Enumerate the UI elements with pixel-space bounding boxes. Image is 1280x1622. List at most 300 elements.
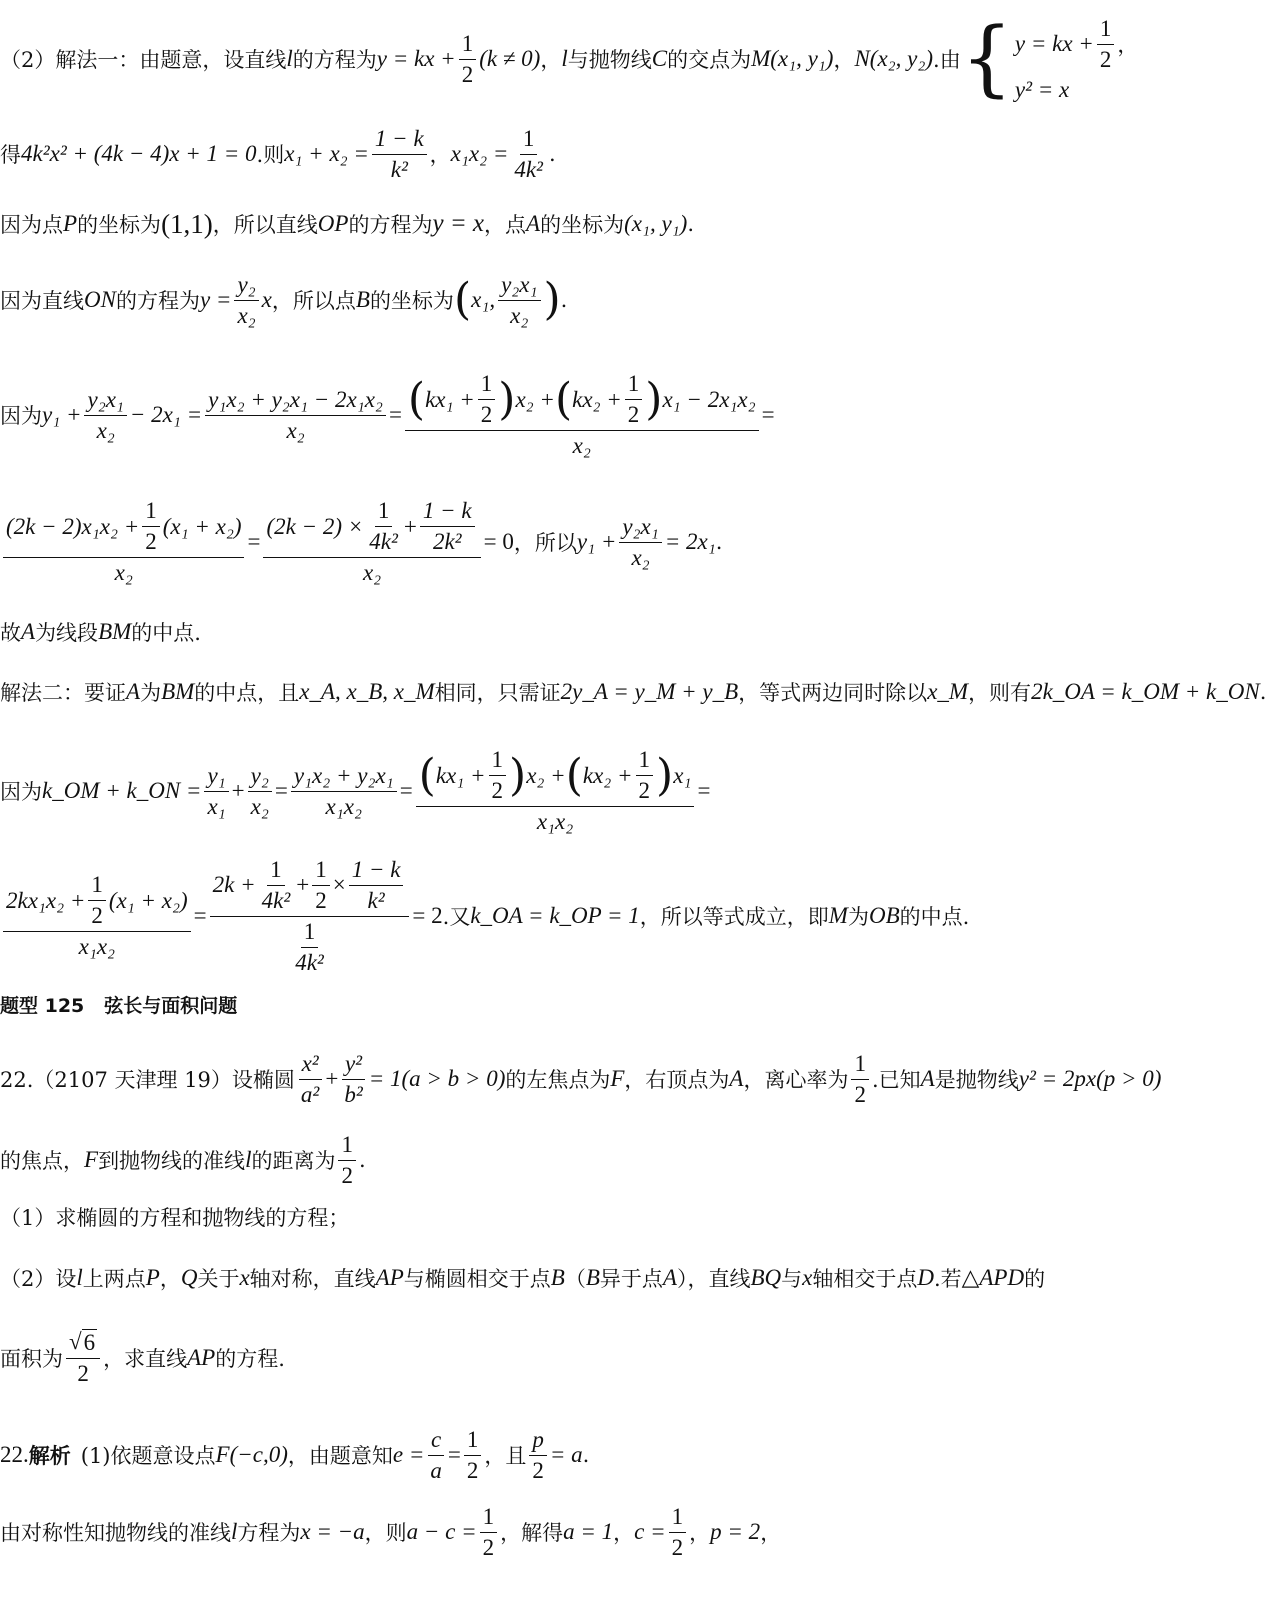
fraction: [619, 514, 661, 571]
fraction: [298, 1051, 322, 1108]
text-line9-f3d: x₁x₂: [325, 793, 362, 819]
text-line1-cond: (k ≠ 0): [479, 46, 541, 71]
fraction: [1097, 16, 1115, 73]
text-line3-t7: .: [687, 212, 695, 236]
line-12: [0, 1042, 1161, 1116]
text-line16-AP: AP: [187, 1345, 216, 1370]
text-line6-f2n2: 1 − k: [420, 498, 475, 527]
text-line18-t7: ，: [760, 1521, 782, 1545]
text-line16-t3: 的方程.: [215, 1347, 285, 1371]
text-line4-B: B: [355, 287, 370, 312]
text-line18-eq: x = −a: [300, 1519, 365, 1544]
text-line3-A: A: [526, 211, 541, 236]
text-line15-t13: 的: [1024, 1267, 1046, 1291]
line-8: [0, 672, 1266, 712]
text-line12-plus: +: [325, 1066, 339, 1091]
text-line10-k: k_OA = k_OP = 1: [470, 903, 640, 928]
text-line9-eq2: =: [399, 778, 413, 803]
text-line12-t1: 22.（2107 天津理 19）设椭圆: [0, 1068, 295, 1092]
text-line3-coord: (1,1): [161, 208, 213, 239]
square-root: √ 6: [69, 1329, 96, 1355]
text-line1-t1: （2）解法一：由题意，设直线: [0, 48, 287, 72]
text-line7-t2: 为线段: [35, 621, 99, 645]
text-line9-f1d: x₁: [207, 793, 226, 819]
text-line7-A: A: [21, 619, 36, 644]
text-line1-C: C: [651, 46, 668, 71]
text-line6-t2: .: [715, 530, 723, 554]
text-line16-num: 6: [83, 1330, 96, 1355]
text-line4-t1: 因为直线: [0, 289, 84, 313]
text-line6-res: = 2x₁: [664, 529, 716, 554]
text-line12-A: A: [729, 1066, 744, 1091]
text-line10-f1den: x₁x₂: [78, 934, 116, 959]
text-line9-one: 1: [636, 747, 654, 776]
text-line1-two: 2: [461, 61, 474, 87]
text-line4-t5: .: [560, 288, 568, 312]
text-line1-l2: l: [561, 46, 568, 71]
fraction-half: [459, 31, 477, 88]
fraction: [405, 371, 759, 459]
text-line17-pa: = a: [549, 1442, 583, 1467]
text-line18-hd: 2: [482, 1534, 495, 1560]
text-line6-f1den: x₂: [114, 560, 133, 585]
text-line12-yn: y²: [342, 1051, 365, 1080]
text-line17-t3: ，且: [484, 1444, 527, 1468]
text-line3-Acoord: (x₁, y₁): [624, 211, 688, 236]
text-line16-t1: 面积为: [0, 1347, 63, 1371]
text-line10-two: 2: [91, 903, 103, 928]
line-18: [0, 1500, 781, 1564]
text-line4-t3: ，所以点: [271, 289, 356, 313]
fraction: [669, 1504, 687, 1561]
text-line18-cd: 2: [671, 1534, 684, 1560]
text-line12-t2: 的左焦点为: [505, 1068, 611, 1092]
text-line3-P: P: [63, 211, 78, 236]
text-line18-cn: 1: [669, 1504, 687, 1533]
text-line15-t9: ），直线: [676, 1267, 751, 1291]
parenthesis: (: [453, 274, 472, 325]
text-line9-two: 2: [491, 778, 504, 803]
parenthesis: (: [418, 749, 436, 801]
text-line10-gdn: 1: [301, 919, 319, 948]
text-line6-two: 2: [145, 529, 157, 554]
fraction: [3, 872, 191, 960]
text-line17-pd: 2: [532, 1457, 544, 1483]
text-line14-t1: （1）求椭圆的方程和抛物线的方程；: [0, 1206, 350, 1230]
text-line15-t7: （: [564, 1267, 586, 1291]
text-line17-label: 解析: [28, 1444, 71, 1468]
text-line15-t3: ，: [159, 1267, 181, 1291]
text-line17-n: 22.: [0, 1442, 29, 1467]
text-line9-k: k_OM + k_ON =: [42, 778, 202, 803]
line-14: [0, 1200, 349, 1234]
fraction: [263, 498, 480, 586]
text-line10-g3d: 2: [315, 887, 327, 913]
text-line10-eq2: = 2: [412, 903, 443, 928]
fraction: [489, 747, 507, 804]
fraction: [312, 857, 330, 914]
text-line12-xd: a²: [300, 1081, 320, 1107]
text-line13-t1: 的焦点，: [0, 1149, 84, 1173]
text-line4-t4: 的坐标为: [369, 289, 454, 313]
fraction: [851, 1051, 869, 1108]
text-line12-t3: ，右顶点为: [624, 1068, 730, 1092]
text-line8-t7: .: [1259, 680, 1267, 704]
line-10: [0, 856, 969, 976]
text-line2-prod-num: 1: [520, 126, 538, 155]
text-line5-f2den: x₂: [286, 417, 305, 443]
text-line9-f2n: y₂: [248, 763, 272, 792]
text-line4-x1: x₁,: [471, 287, 496, 312]
text-line7-BM: BM: [98, 619, 132, 644]
text-line17-F: F: [215, 1442, 230, 1467]
text-line5-two: 2: [627, 402, 640, 427]
fraction: [259, 857, 294, 914]
fraction: [498, 272, 540, 329]
text-line3-t4: 的方程为: [348, 213, 433, 237]
text-line13-t3: 的距离为: [251, 1149, 336, 1173]
text-line3-t1: 因为点: [0, 213, 63, 237]
text-line10-g4d: k²: [367, 887, 385, 913]
text-line12-xn: x²: [299, 1051, 322, 1080]
fraction: [205, 387, 386, 444]
text-line15-t11: 轴相交于点: [812, 1267, 918, 1291]
text-line9-eq: =: [274, 778, 288, 803]
line-1: [0, 11, 1139, 106]
text-line10-t4: 的中点.: [899, 905, 970, 929]
text-line15-Q: Q: [180, 1265, 198, 1290]
text-line9-f4b: x₂ +: [526, 762, 566, 788]
text-line17-t1: (1)依题意设点: [80, 1444, 216, 1468]
text-line5-f1den: x₂: [96, 417, 115, 443]
fraction: [88, 872, 106, 929]
text-line5-one: 1: [478, 371, 496, 400]
text-line9-f4d: x₁: [673, 762, 692, 788]
text-line3-t6: 的坐标为: [540, 213, 625, 237]
text-line15-x2: x: [802, 1265, 813, 1290]
line-17: [0, 1422, 589, 1488]
text-line15-t12: .若: [933, 1267, 962, 1291]
text-line9-f4a: kx₁ +: [435, 762, 486, 788]
text-line18-t2: 方程为: [237, 1521, 301, 1545]
text-line17-hd: 2: [466, 1457, 479, 1483]
fraction: [478, 371, 496, 428]
text-line9-f4den: x₁x₂: [536, 809, 574, 834]
text-line17-coord: (−c,0): [229, 1442, 288, 1467]
text-line2-t3: ，: [429, 143, 451, 167]
text-line12-F: F: [610, 1066, 625, 1091]
text-line15-t5: 轴对称，直线: [249, 1267, 376, 1291]
parenthesis: ): [656, 749, 674, 801]
text-line4-ON: ON: [84, 287, 116, 312]
text-line18-t4: ，解得: [500, 1521, 564, 1545]
line-7: [0, 614, 201, 650]
fraction: [341, 1051, 365, 1108]
fraction: [625, 371, 643, 428]
text-line6-t1: ，所以: [513, 531, 577, 555]
text-line5-t1: 因为: [0, 404, 42, 428]
text-line10-f1b: (x₁ + x₂): [108, 887, 188, 913]
fraction: [66, 1329, 100, 1387]
text-line17-t4: .: [582, 1443, 590, 1467]
text-line6-one: 1: [142, 498, 160, 527]
text-line15-P: P: [145, 1265, 160, 1290]
text-line4-t2: 的方程为: [115, 289, 200, 313]
text-line16-t2: ，求直线: [103, 1347, 188, 1371]
section-heading: [0, 988, 237, 1020]
text-line8-t4: 相同，只需证: [434, 681, 561, 705]
line-13: [0, 1130, 366, 1190]
text-line8-xm: x_M: [927, 679, 969, 704]
text-line10-g3n: 1: [312, 857, 330, 886]
text-line6-eq0: = 0: [483, 529, 514, 554]
fraction: [291, 763, 397, 820]
text-line1-t7: .由: [933, 48, 961, 72]
text-line13-t2: 到抛物线的准线: [98, 1149, 246, 1173]
text-line15-l: l: [76, 1265, 83, 1290]
text-line9-f3n: y₁x₂ + y₂x₁: [291, 763, 397, 792]
text-line8-t2: 为: [140, 681, 162, 705]
text-line2-eq: 4k²x² + (4k − 4)x + 1 = 0: [21, 141, 257, 166]
text-line7-t3: 的中点.: [131, 621, 201, 645]
text-line18-p: p = 2: [710, 1519, 761, 1544]
text-line10-plus: +: [296, 872, 310, 897]
text-heading-label: 题型 125: [0, 994, 85, 1017]
text-line8-t5: ，等式两边同时除以: [738, 681, 928, 705]
text-line18-a1: a = 1: [563, 1519, 614, 1544]
text-line8-A: A: [126, 679, 141, 704]
text-line6-f2a: (2k − 2) ×: [266, 513, 364, 539]
fraction: [3, 498, 244, 586]
text-line2-sum-den: k²: [390, 156, 408, 182]
text-line12-t4: ，离心率为: [743, 1068, 849, 1092]
text-line6-f1a: (2k − 2)x₁x₂ +: [6, 513, 140, 539]
text-line18-ac: a − c =: [406, 1519, 477, 1544]
text-line10-g2d: 4k²: [261, 887, 291, 913]
line-3: [0, 206, 694, 242]
text-line15-t10: 与: [781, 1267, 803, 1291]
text-line3-t2: 的坐标为: [77, 213, 162, 237]
text-line12-en: 1: [851, 1051, 869, 1080]
text-line10-g1: 2k +: [212, 872, 256, 897]
text-line8-eq: 2y_A = y_M + y_B: [560, 679, 739, 704]
text-line2-t4: .: [548, 142, 556, 166]
line-5: [0, 360, 775, 470]
text-line15-t4: 关于: [197, 1267, 240, 1291]
text-line10-OB: OB: [868, 903, 900, 928]
text-line10-times: ×: [332, 872, 346, 897]
text-line1-two: 2: [1099, 46, 1112, 72]
parenthesis: (: [407, 373, 426, 425]
text-line5-eq: =: [388, 402, 402, 427]
text-line2-sum: x₁ + x₂ =: [284, 141, 369, 166]
text-line3-t5: ，点: [484, 213, 527, 237]
text-line10-f1a: 2kx₁x₂ +: [6, 887, 86, 913]
text-line18-hn: 1: [480, 1504, 498, 1533]
text-line15-B2: B: [585, 1265, 600, 1290]
text-line15-A: A: [662, 1265, 677, 1290]
text-line8-t1: 解法二：要证: [0, 681, 126, 705]
text-line5-f3den: x₂: [572, 433, 591, 458]
parenthesis: (: [554, 373, 573, 425]
fraction: [480, 1504, 498, 1561]
text-heading-title: 弦长与面积问题: [104, 994, 238, 1017]
text-line15-B: B: [550, 1265, 565, 1290]
text-line1-one: 1: [1097, 16, 1115, 45]
fraction: [427, 1427, 445, 1484]
text-line4-x: x: [261, 287, 272, 312]
text-line6-f2n1: 1: [375, 498, 393, 527]
text-line2-prod: x₁x₂ =: [450, 141, 509, 166]
text-line1-t4: 与抛物线: [567, 48, 652, 72]
text-line13-t4: .: [358, 1148, 366, 1172]
text-line4-bnum: y₂x₁: [498, 272, 540, 301]
text-line4-bden: x₂: [510, 302, 529, 328]
text-line18-t5: ，: [613, 1521, 635, 1545]
text-line2-t2: .则: [256, 143, 285, 167]
text-line12-ed: 2: [854, 1081, 866, 1107]
text-line2-sum-num: 1 − k: [372, 126, 427, 155]
text-line5-f3b: x₂ +: [515, 386, 555, 412]
text-line15-t1: （2）设: [0, 1267, 77, 1291]
text-line12-t6: 是抛物线: [934, 1068, 1019, 1092]
text-line15-t6: 与椭圆相交于点: [403, 1267, 551, 1291]
text-line10-one: 1: [88, 872, 106, 901]
fraction: [420, 498, 475, 555]
text-line1-N: N(x₂, y₂): [854, 46, 934, 71]
text-line10-M: M: [828, 903, 848, 928]
line-15: [0, 1260, 1045, 1296]
text-line1-t6: ，: [833, 48, 855, 72]
text-line18-t6: ，: [689, 1521, 711, 1545]
text-line10-g2n: 1: [267, 857, 285, 886]
text-line18-t1: 由对称性知抛物线的准线: [0, 1521, 231, 1545]
text-line13-F: F: [84, 1147, 99, 1172]
text-line12-yd: b²: [344, 1081, 363, 1107]
text-line15-t8: 异于点: [599, 1267, 663, 1291]
text-line2-t1: 得: [0, 143, 21, 167]
text-line15-x: x: [239, 1265, 250, 1290]
fraction: [464, 1427, 482, 1484]
text-line6-f2den: x₂: [362, 560, 382, 585]
text-line17-t2: ，由题意知: [287, 1444, 393, 1468]
text-line5-f3c: kx₂ +: [572, 386, 622, 412]
line-16: [0, 1322, 285, 1394]
text-line5-y1: y₁ +: [42, 402, 82, 427]
text-line18-t3: ，则: [364, 1521, 407, 1545]
line-4: [0, 264, 567, 336]
fraction: [372, 126, 427, 183]
text-line10-g4n: 1 − k: [349, 857, 404, 886]
fraction: [366, 498, 401, 555]
parenthesis: ): [543, 274, 561, 325]
text-line5-f3a: kx₁ +: [425, 386, 475, 412]
fraction: [338, 1132, 356, 1189]
text-line17-cn: c: [428, 1427, 444, 1456]
fraction: [416, 747, 695, 835]
line-2: [0, 124, 556, 184]
fraction: [292, 919, 327, 976]
text-line9-plus: +: [231, 778, 245, 803]
fraction: [248, 763, 272, 820]
fraction: [349, 857, 404, 914]
text-line9-f1n: y₁: [204, 763, 228, 792]
text-line12-eq: = 1(a > b > 0): [368, 1066, 506, 1091]
text-line6-f2d2: 2k²: [432, 529, 462, 554]
line-9: [0, 738, 710, 844]
text-line6-fden: x₂: [631, 544, 650, 570]
text-line17-e: e =: [392, 1442, 425, 1467]
text-line10-t2: ，所以等式成立，即: [639, 905, 829, 929]
text-line15-D: D: [917, 1265, 934, 1290]
text-line1-t2: 的方程为: [292, 48, 377, 72]
fraction: [636, 747, 654, 804]
text-line1-t5: 的交点为: [667, 48, 752, 72]
text-line5-two: 2: [480, 402, 493, 427]
text-line1-sys-row1-tail: ，: [1117, 33, 1139, 57]
text-line17-eq: =: [447, 1442, 461, 1467]
text-line18-l: l: [231, 1519, 238, 1544]
fraction: [210, 857, 410, 976]
text-line3-t3: ，所以直线: [212, 213, 318, 237]
text-line4-eq: y =: [199, 287, 232, 312]
text-line17-hn: 1: [464, 1427, 482, 1456]
text-line8-xs: x_A, x_B, x_M: [299, 679, 435, 704]
text-line7-t1: 故: [0, 621, 21, 645]
text-line3-eq: y = x: [432, 210, 485, 237]
text-line8-BM: BM: [161, 679, 195, 704]
text-line5-one: 1: [625, 371, 643, 400]
text-line12-A2: A: [920, 1066, 935, 1091]
text-line1-sys-row1: y = kx +: [1014, 31, 1094, 56]
text-line12-t5: .已知: [871, 1068, 921, 1092]
text-line13-n: 1: [338, 1132, 356, 1161]
line-6: [0, 492, 722, 592]
text-line3-OP: OP: [317, 211, 349, 236]
text-line1-one: 1: [459, 31, 477, 60]
text-line2-prod-den: 4k²: [514, 156, 543, 182]
text-line9-t1: 因为: [0, 780, 42, 804]
text-line13-d: 2: [341, 1162, 353, 1188]
text-line5-minus: − 2x₁ =: [129, 402, 203, 427]
parenthesis: (: [565, 749, 583, 801]
text-line10-gdd: 4k²: [295, 949, 324, 975]
text-line6-fnum: y₂x₁: [619, 514, 661, 543]
text-line17-cd: a: [430, 1457, 442, 1483]
text-line1-l: l: [286, 46, 293, 71]
text-line8-t3: 的中点，且: [194, 681, 300, 705]
fraction: [511, 126, 546, 183]
text-line12-parab: y² = 2px(p > 0): [1018, 1066, 1162, 1091]
text-line5-f3d: x₁ − 2x₁x₂: [662, 386, 756, 412]
text-line18-c: c =: [634, 1519, 666, 1544]
text-line6-y1: y₁ +: [576, 529, 617, 554]
text-line10-t1: .又: [442, 905, 471, 929]
fraction: [204, 763, 228, 820]
text-line6-f2d1: 4k²: [369, 529, 398, 554]
text-line1-sys-row2: y² = x: [1014, 76, 1070, 102]
text-line1-eq: y = kx +: [376, 46, 456, 71]
text-line10-eq: =: [193, 903, 207, 928]
text-line17-pn: p: [529, 1427, 547, 1456]
text-line4-den: x₂: [237, 302, 256, 328]
fraction: [529, 1427, 547, 1484]
text-line15-tri: △APD: [961, 1265, 1025, 1290]
text-line1-t3: ，: [540, 48, 562, 72]
fraction: [142, 498, 160, 555]
parenthesis: ): [498, 373, 516, 425]
text-line5-eq2: =: [761, 402, 775, 427]
